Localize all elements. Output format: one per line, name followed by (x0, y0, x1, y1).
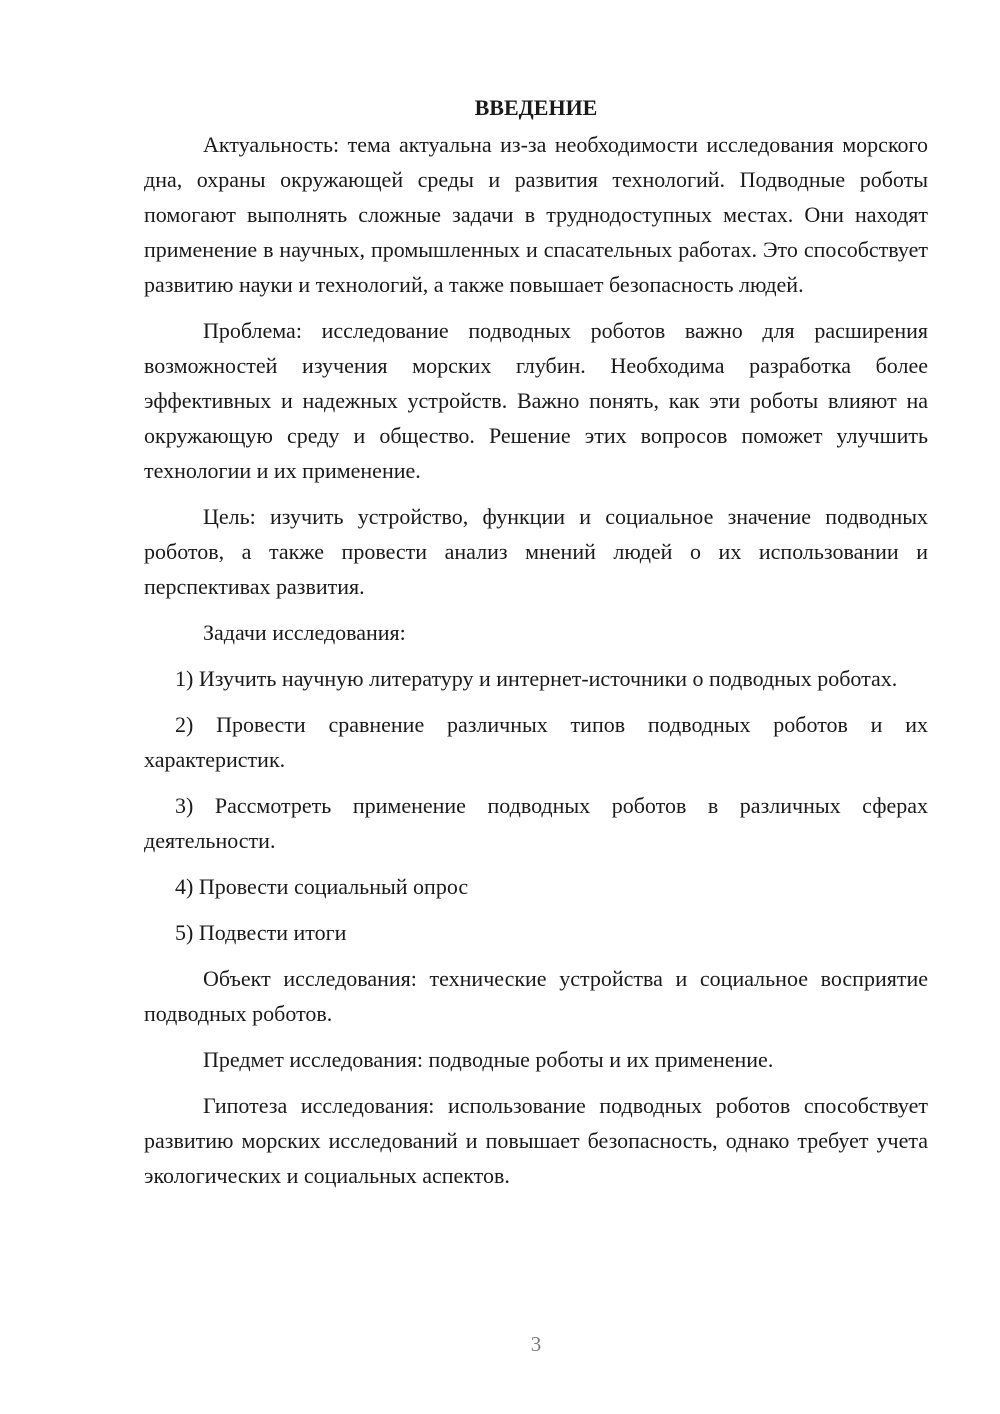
task-item-5: 5) Подвести итоги (175, 920, 347, 945)
task-item-1: 1) Изучить научную литературу и интернет-источники о подводных роботах. (175, 666, 898, 691)
paragraph-object: Объект исследования: технические устройства и социальное восприятие подводных роботов. (144, 966, 928, 1026)
paragraph-subject: Предмет исследования: подводные роботы и их применение. (203, 1047, 774, 1072)
task-item-2: 2) Провести сравнение различных типов подводных роботов и их характеристик. (144, 712, 928, 772)
task-item-4: 4) Провести социальный опрос (175, 874, 469, 899)
tasks-title: Задачи исследования: (203, 620, 406, 645)
page-number: 3 (530, 1332, 542, 1356)
paragraph-goal: Цель: изучить устройство, функции и социальное значение подводных роботов, а также провести анализ мнений людей о их использовании и перспективах развития. (144, 504, 928, 599)
page-content (144, 90, 928, 1204)
paragraph-problem: Проблема: исследование подводных роботов важно для расширения возможностей изучения морских глубин. Необходима разработка более эффективных и надежных устройств. Важно понять, как эти роботы влияют на окружающую среду и общество. Решение этих вопросов поможет улучшить технологии и их применение. (144, 318, 928, 483)
paragraph-relevance: Актуальность: тема актуальна из-за необходимости исследования морского дна, охраны окружающей среды и развития технологий. Подводные роботы помогают выполнять сложные задачи в труднодоступных местах. Они находят применение в научных, промышленных и спасательных работах. Это способствует развитию науки и технологий, а также повышает безопасность людей. (144, 132, 928, 297)
paragraph-hypothesis: Гипотеза исследования: использование подводных роботов способствует развитию морских исследований и повышает безопасность, однако требует учета экологических и социальных аспектов. (144, 1093, 928, 1188)
task-item-3: 3) Рассмотреть применение подводных роботов в различных сферах деятельности. (144, 793, 928, 853)
section-heading: ВВЕДЕНИЕ (474, 95, 598, 120)
